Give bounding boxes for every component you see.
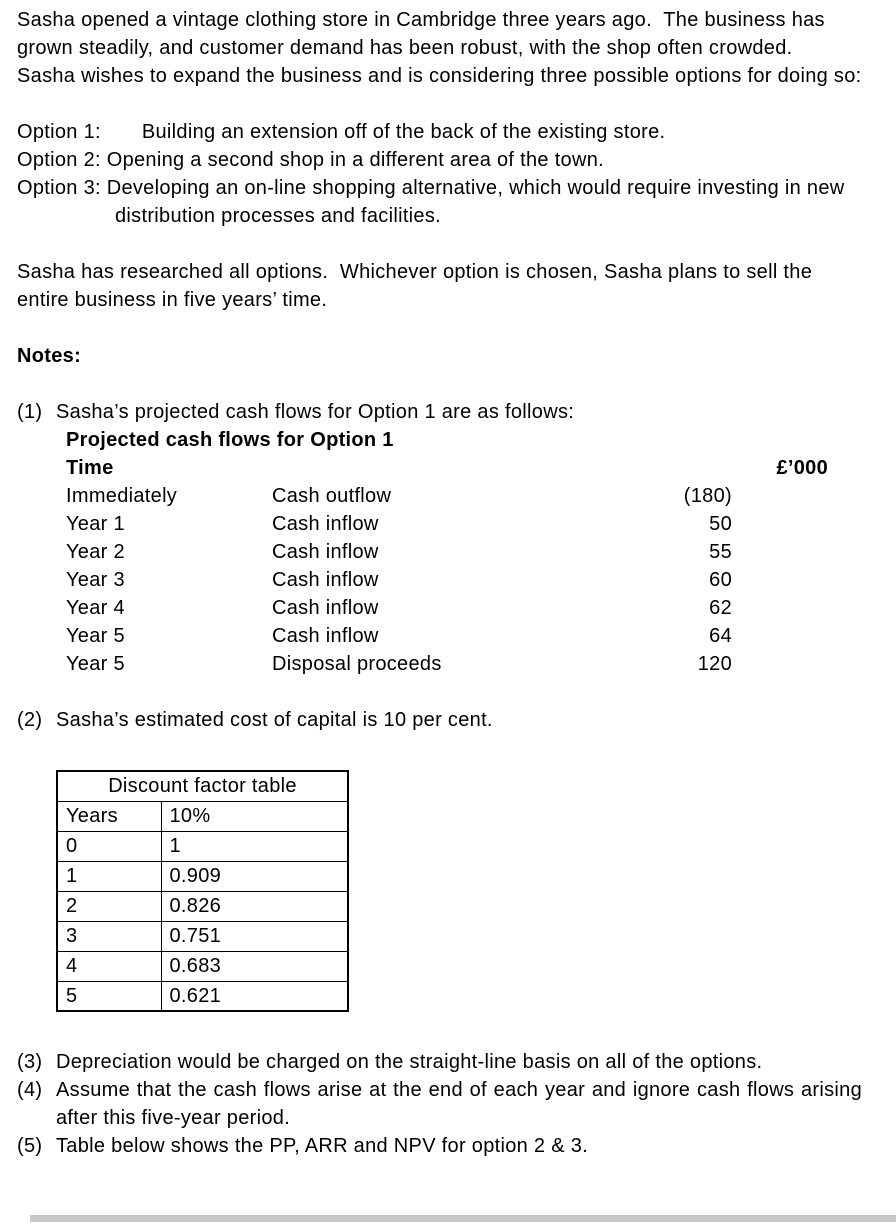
discount-table-title: Discount factor table [57, 771, 348, 801]
cashflow-amount: 50 [709, 513, 732, 535]
discount-year: 4 [57, 951, 161, 981]
cashflow-row [66, 622, 862, 650]
cashflow-desc: Cash outflow [272, 485, 392, 507]
discount-header-row [57, 801, 348, 831]
note-5 [17, 1132, 862, 1160]
discount-row [57, 831, 348, 861]
spacer [602, 454, 732, 482]
cashflow-amount: 64 [709, 625, 732, 647]
cashflow-amount: 55 [709, 541, 732, 563]
cashflow-amount: 60 [709, 569, 732, 591]
discount-year: 0 [57, 831, 161, 861]
cashflow-desc: Cash inflow [272, 541, 379, 563]
discount-factor-table [56, 770, 349, 1012]
spacer [732, 650, 828, 678]
discount-factor: 0.621 [161, 981, 348, 1011]
cashflow-desc: Cash inflow [272, 597, 379, 619]
discount-factor: 1 [161, 831, 348, 861]
note-3 [17, 1048, 862, 1076]
discount-year: 5 [57, 981, 161, 1011]
cashflow-time: Year 4 [66, 597, 125, 619]
cashflow-time: Year 1 [66, 513, 125, 535]
discount-row [57, 921, 348, 951]
note-2 [17, 706, 862, 734]
cashflow-table [66, 426, 862, 678]
cashflow-amount-header: £’000 [776, 457, 828, 479]
plan-paragraph: Sasha has researched all options. Whichever option is chosen, Sasha plans to sell the entire business in five years’ time. [17, 261, 818, 311]
option-1-line: Option 1: Building an extension off of the back of the existing store. [17, 121, 666, 143]
options-list [17, 118, 862, 230]
note-5-text: Table below shows the PP, ARR and NPV for option 2 & 3. [56, 1135, 588, 1157]
cashflow-amount: 62 [709, 597, 732, 619]
discount-row [57, 861, 348, 891]
discount-factor: 0.909 [161, 861, 348, 891]
cashflow-row [66, 594, 862, 622]
spacer [732, 538, 828, 566]
cashflow-header-row [66, 454, 862, 482]
cashflow-time-header: Time [66, 457, 114, 479]
cashflow-time: Year 3 [66, 569, 125, 591]
discount-row [57, 951, 348, 981]
cashflow-time: Year 5 [66, 653, 125, 675]
discount-year: 2 [57, 891, 161, 921]
cashflow-desc: Cash inflow [272, 513, 379, 535]
cashflow-row [66, 538, 862, 566]
intro-paragraph: Sasha opened a vintage clothing store in Cambridge three years ago. The business has grown steadily, and customer demand has been robust, with the shop often crowded. Sasha wishes to expand the business and is considering three possible options for doing so: [17, 9, 862, 87]
cashflow-time: Year 2 [66, 541, 125, 563]
cashflow-desc: Cash inflow [272, 569, 379, 591]
note-1-text: Sasha’s projected cash flows for Option 1 are as follows: [56, 401, 575, 423]
cashflow-row [66, 566, 862, 594]
note-4-label: (4) [17, 1079, 43, 1101]
option-2-line: Option 2: Opening a second shop in a different area of the town. [17, 149, 604, 171]
note-5-label: (5) [17, 1135, 43, 1157]
cashflow-time: Immediately [66, 485, 178, 507]
discount-factor: 0.683 [161, 951, 348, 981]
cashflow-desc: Cash inflow [272, 625, 379, 647]
note-2-text: Sasha’s estimated cost of capital is 10 per cent. [56, 709, 493, 731]
cashflow-row [66, 650, 862, 678]
cashflow-amount: (180) [683, 485, 732, 507]
discount-factor: 0.751 [161, 921, 348, 951]
note-4 [17, 1076, 862, 1132]
note-4-text: Assume that the cash flows arise at the end of each year and ignore cash flows arising after this five-year period. [56, 1079, 862, 1129]
spacer [272, 454, 602, 482]
cashflow-time: Year 5 [66, 625, 125, 647]
notes-heading: Notes: [17, 345, 82, 367]
cashflow-amount: 120 [697, 653, 732, 675]
spacer [732, 622, 828, 650]
note-1 [17, 398, 862, 426]
discount-row [57, 981, 348, 1011]
discount-year: 1 [57, 861, 161, 891]
note-3-label: (3) [17, 1051, 43, 1073]
spacer [732, 482, 828, 510]
cashflow-desc: Disposal proceeds [272, 653, 442, 675]
note-1-label: (1) [17, 401, 43, 423]
discount-rate-header: 10% [161, 801, 348, 831]
discount-years-header: Years [57, 801, 161, 831]
option-3-line: Option 3: Developing an on-line shopping alternative, which would require investing in new distribution processes and facilities. [17, 177, 851, 227]
spacer [732, 566, 828, 594]
cashflow-row [66, 482, 862, 510]
discount-year: 3 [57, 921, 161, 951]
spacer [732, 510, 828, 538]
spacer [732, 594, 828, 622]
discount-title-row [57, 771, 348, 801]
note-3-text: Depreciation would be charged on the straight-line basis on all of the options. [56, 1051, 763, 1073]
discount-row [57, 891, 348, 921]
note-2-label: (2) [17, 709, 43, 731]
cashflow-row [66, 510, 862, 538]
discount-factor: 0.826 [161, 891, 348, 921]
next-table-top-edge [30, 1215, 896, 1222]
cashflow-title: Projected cash flows for Option 1 [66, 429, 394, 451]
